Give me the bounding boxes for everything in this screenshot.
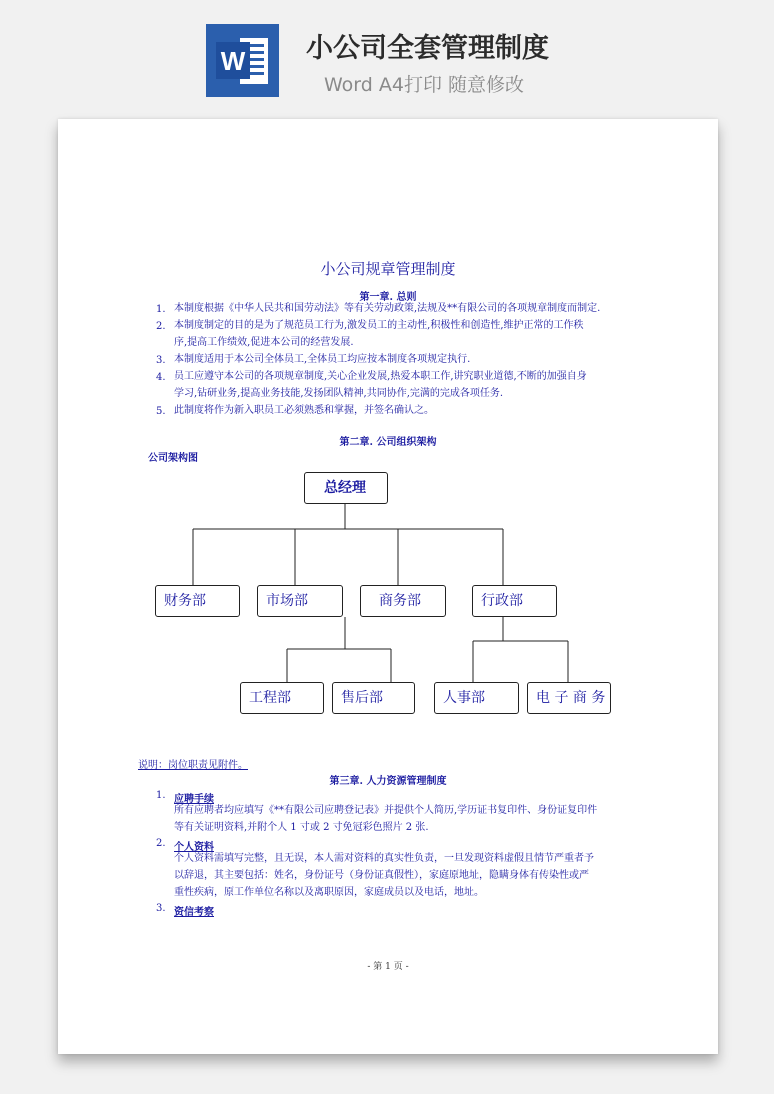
list-number: 5. bbox=[156, 406, 166, 417]
list-number: 4. bbox=[156, 372, 166, 383]
org-node-business: 商务部 bbox=[360, 585, 446, 617]
org-node-e-commerce: 电 子 商 务 bbox=[527, 682, 611, 714]
list-item: 本制度适用于本公司全体员工,全体员工均应按本制度各项规定执行. bbox=[174, 354, 471, 365]
page-title: 小公司全套管理制度 bbox=[306, 33, 549, 64]
list-number: 3. bbox=[156, 903, 166, 914]
list-item: 员工应遵守本公司的各项规章制度,关心企业发展,热爱本职工作,讲究职业道德,不断的加强自身 学习,钻研业务,提高业务技能,发扬团队精神,共同协作,完满的完成各项任务. bbox=[174, 371, 587, 399]
org-node-finance: 财务部 bbox=[155, 585, 240, 617]
org-chart-note: 说明：岗位职责见附件。 bbox=[138, 760, 248, 771]
org-chart-connectors bbox=[58, 119, 718, 739]
list-item: 所有应聘者均应填写《**有限公司应聘登记表》并提供个人简历,学历证书复印件、身份证复印件 等有关证明资料,并附个人 1 寸或 2 寸免冠彩色照片 2 张. bbox=[174, 805, 598, 833]
list-number: 3. bbox=[156, 355, 166, 366]
org-node-general-manager: 总经理 bbox=[304, 472, 388, 504]
list-item: 个人资料需填写完整，且无误，本人需对资料的真实性负责，一旦发现资料虚假且情节严重者予 以辞退，其主要包括：姓名，身份证号（身份证真假性），家庭原地址，隐瞒身体有传染性或严 重性疾病，原工作单位名称以及离职原因，家庭成员以及电话，地址。 bbox=[174, 853, 594, 898]
org-node-engineering: 工程部 bbox=[240, 682, 324, 714]
org-node-admin: 行政部 bbox=[472, 585, 557, 617]
list-item: 本制度制定的目的是为了规范员工行为,激发员工的主动性,积极性和创造性,维护正常的工作秩 序,提高工作绩效,促进本公司的经营发展. bbox=[174, 320, 584, 348]
org-chart-label: 公司架构图 bbox=[148, 453, 198, 464]
list-number: 2. bbox=[156, 321, 166, 332]
document-page bbox=[58, 119, 718, 1054]
org-node-hr: 人事部 bbox=[434, 682, 519, 714]
word-document-icon bbox=[206, 24, 279, 97]
list-number: 1. bbox=[156, 304, 166, 315]
document-body bbox=[58, 119, 718, 1054]
page-footer: - 第 1 页 - bbox=[367, 962, 409, 972]
chapter-3-heading: 第三章. 人力资源管理制度 bbox=[329, 776, 447, 787]
list-number: 1. bbox=[156, 790, 166, 801]
section-heading: 个人资料 bbox=[174, 842, 214, 853]
chapter-1-heading: 第一章. 总则 bbox=[359, 292, 417, 303]
section-heading: 资信考察 bbox=[174, 907, 214, 918]
page-subtitle: Word A4打印 随意修改 bbox=[324, 74, 525, 96]
list-number: 2. bbox=[156, 838, 166, 849]
org-node-after-sales: 售后部 bbox=[332, 682, 415, 714]
list-item: 本制度根据《中华人民共和国劳动法》等有关劳动政策,法规及**有限公司的各项规章制度而制定. bbox=[174, 303, 601, 314]
section-heading: 应聘手续 bbox=[174, 794, 214, 805]
svg-text:W: W bbox=[220, 46, 246, 76]
document-title: 小公司规章管理制度 bbox=[320, 260, 456, 278]
chapter-2-heading: 第二章. 公司组织架构 bbox=[339, 437, 437, 448]
list-item: 此制度将作为新入职员工必须熟悉和掌握，并签名确认之。 bbox=[174, 405, 434, 416]
org-node-marketing: 市场部 bbox=[257, 585, 343, 617]
